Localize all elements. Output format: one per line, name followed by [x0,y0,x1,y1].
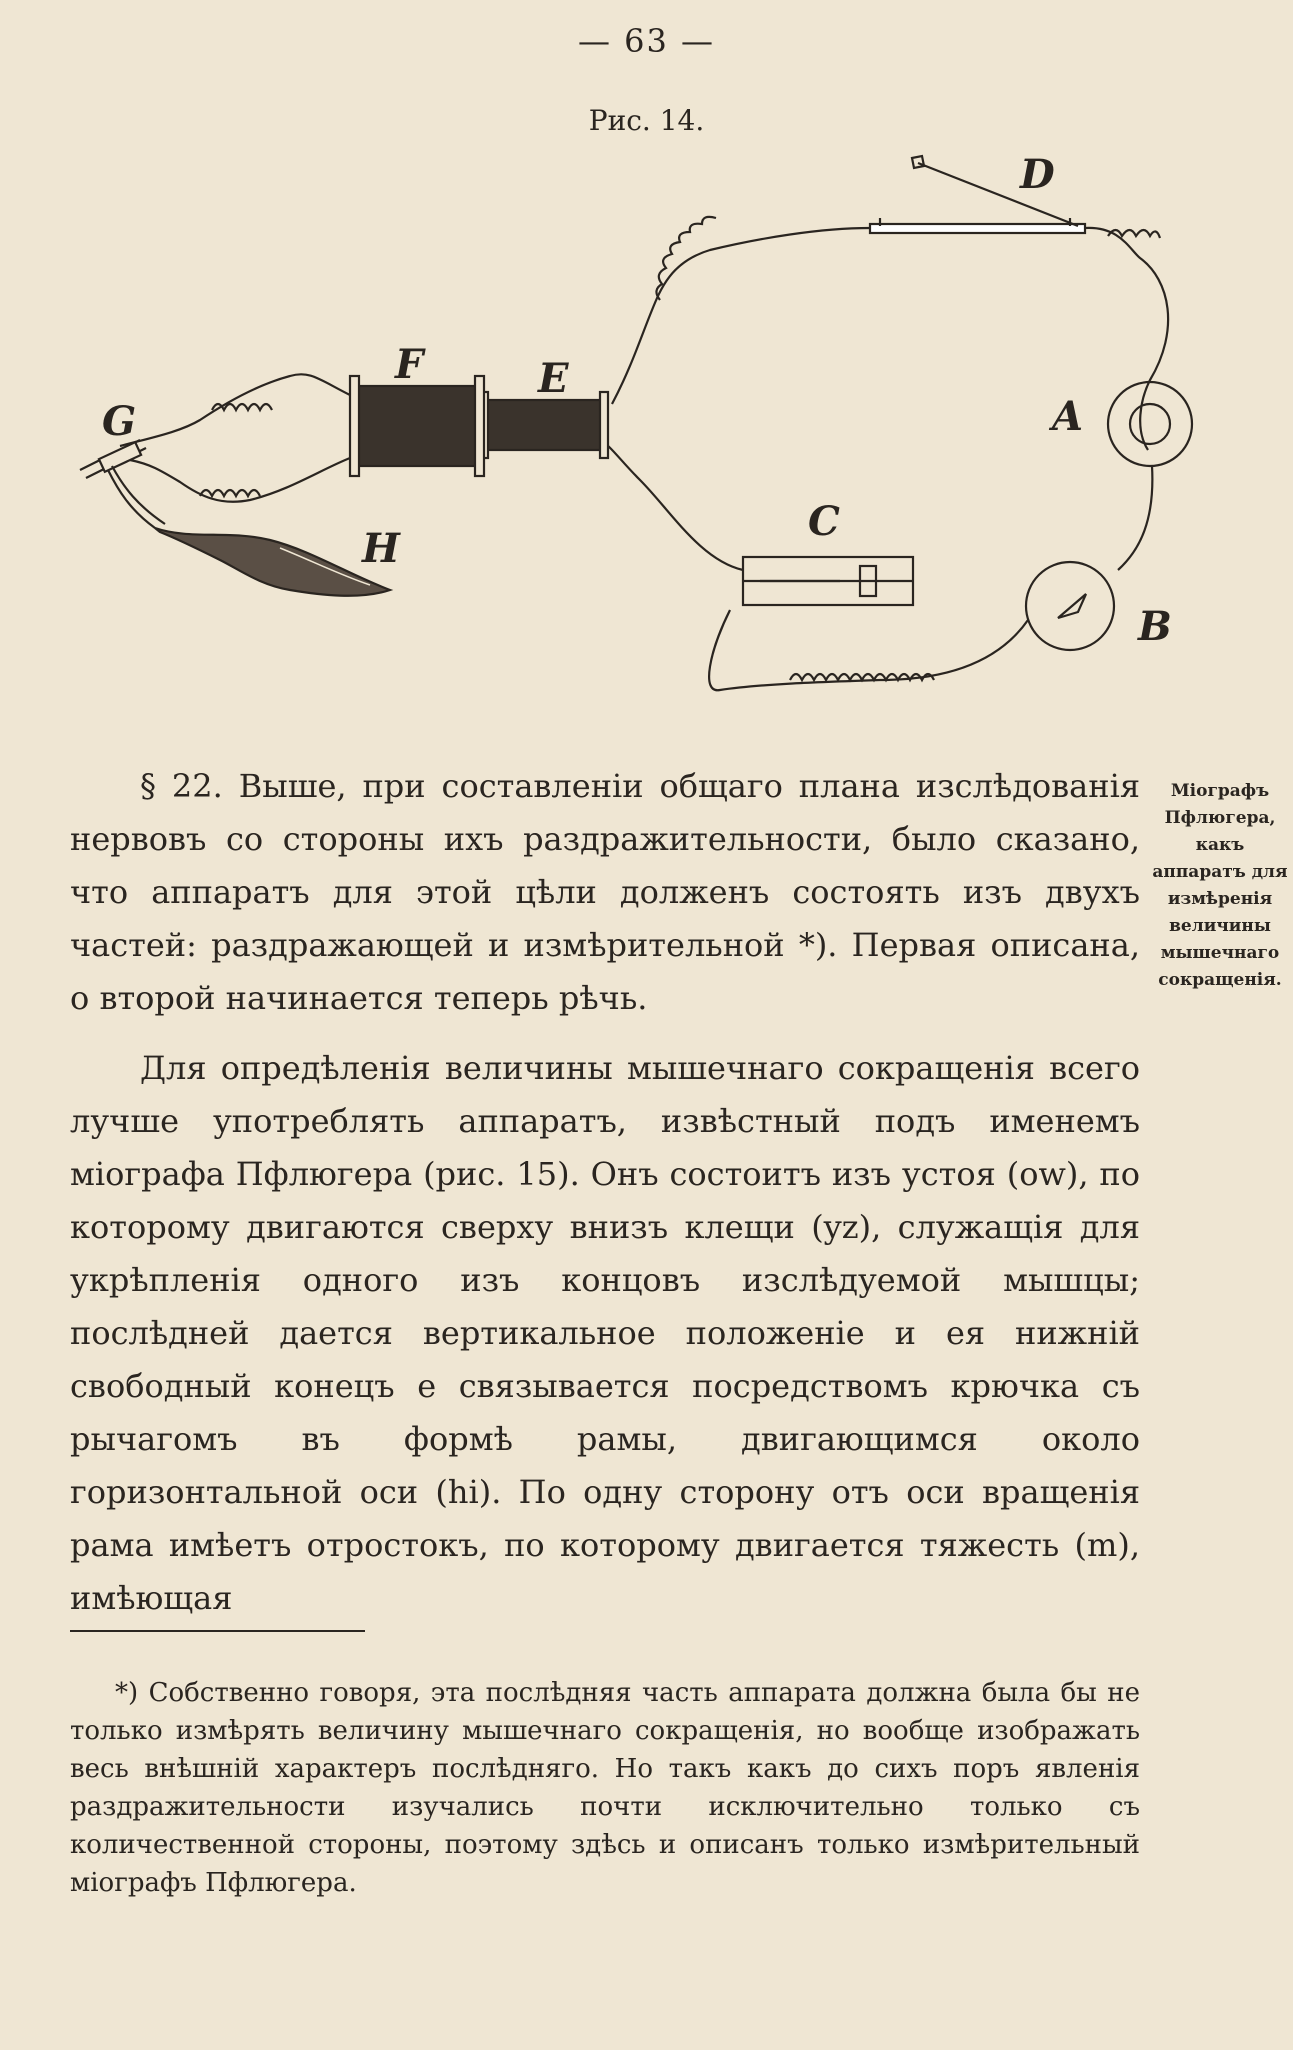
label-g: G [102,398,137,445]
meter-b [1026,562,1114,650]
muscle-h [155,528,390,596]
label-e: E [538,355,569,402]
page-number: — 63 — [577,22,716,60]
galvanometer-a [1108,382,1192,466]
footnote: *) Собственно говоря, эта послѣдняя часть аппарата должна была бы не только измѣрять величину мышечнаго сокращенія, но вообще изображать весь внѣшній характеръ послѣдняго. Но такъ какъ до сихъ поръ явленія раздражительности изучались почти исключительно только съ количественной стороны, поэтому здѣсь и описанъ только измѣрительный міографъ Пфлюгера. [70,1678,1140,1898]
section-22-paragraph: § 22. Выше, при составленіи общаго плана изслѣдованія нервовъ со стороны ихъ раздражительности, было сказано, что аппаратъ для этой цѣли долженъ состоять изъ двухъ частей: раздражающей и измѣрительной *). Первая описана, о второй начинается теперь рѣчь. [70,767,1140,1017]
margin-note: Міографъ Пфлюгера, какъ аппаратъ для измѣренія величины мышечнаго сокращенія. [1152,781,1288,990]
label-b: B [1138,603,1172,650]
coil-f [350,376,484,476]
label-a: A [1052,393,1084,440]
footnote-divider [70,1630,365,1632]
apparatus-figure [0,140,1293,740]
label-c: C [808,498,840,545]
label-f: F [395,341,424,388]
electrodes-g [80,440,165,528]
myograph-paragraph: Для опредѣленія величины мышечнаго сокращенія всего лучше употреблять аппаратъ, извѣстный подъ именемъ міографа Пфлюгера (рис. 15). Онъ состоитъ изъ устоя (ow), по которому двигаются сверху внизъ клещи (yz), служащія для укрѣпленія одного изъ концовъ изслѣдуемой мышцы; послѣдней дается вертикальное положеніе и ея нижній свободный конецъ e связывается посредствомъ крючка съ рычагомъ въ формѣ рамы, двигающимся около горизонтальной оси (hi). По одну сторону отъ оси вращенія рама имѣетъ отростокъ, по которому двигается тяжесть (m), имѣющая [70,1049,1140,1617]
key-d-base [870,224,1085,233]
label-d: D [1020,151,1055,198]
label-h: H [362,525,400,572]
figure-caption: Рис. 14. [588,104,705,137]
